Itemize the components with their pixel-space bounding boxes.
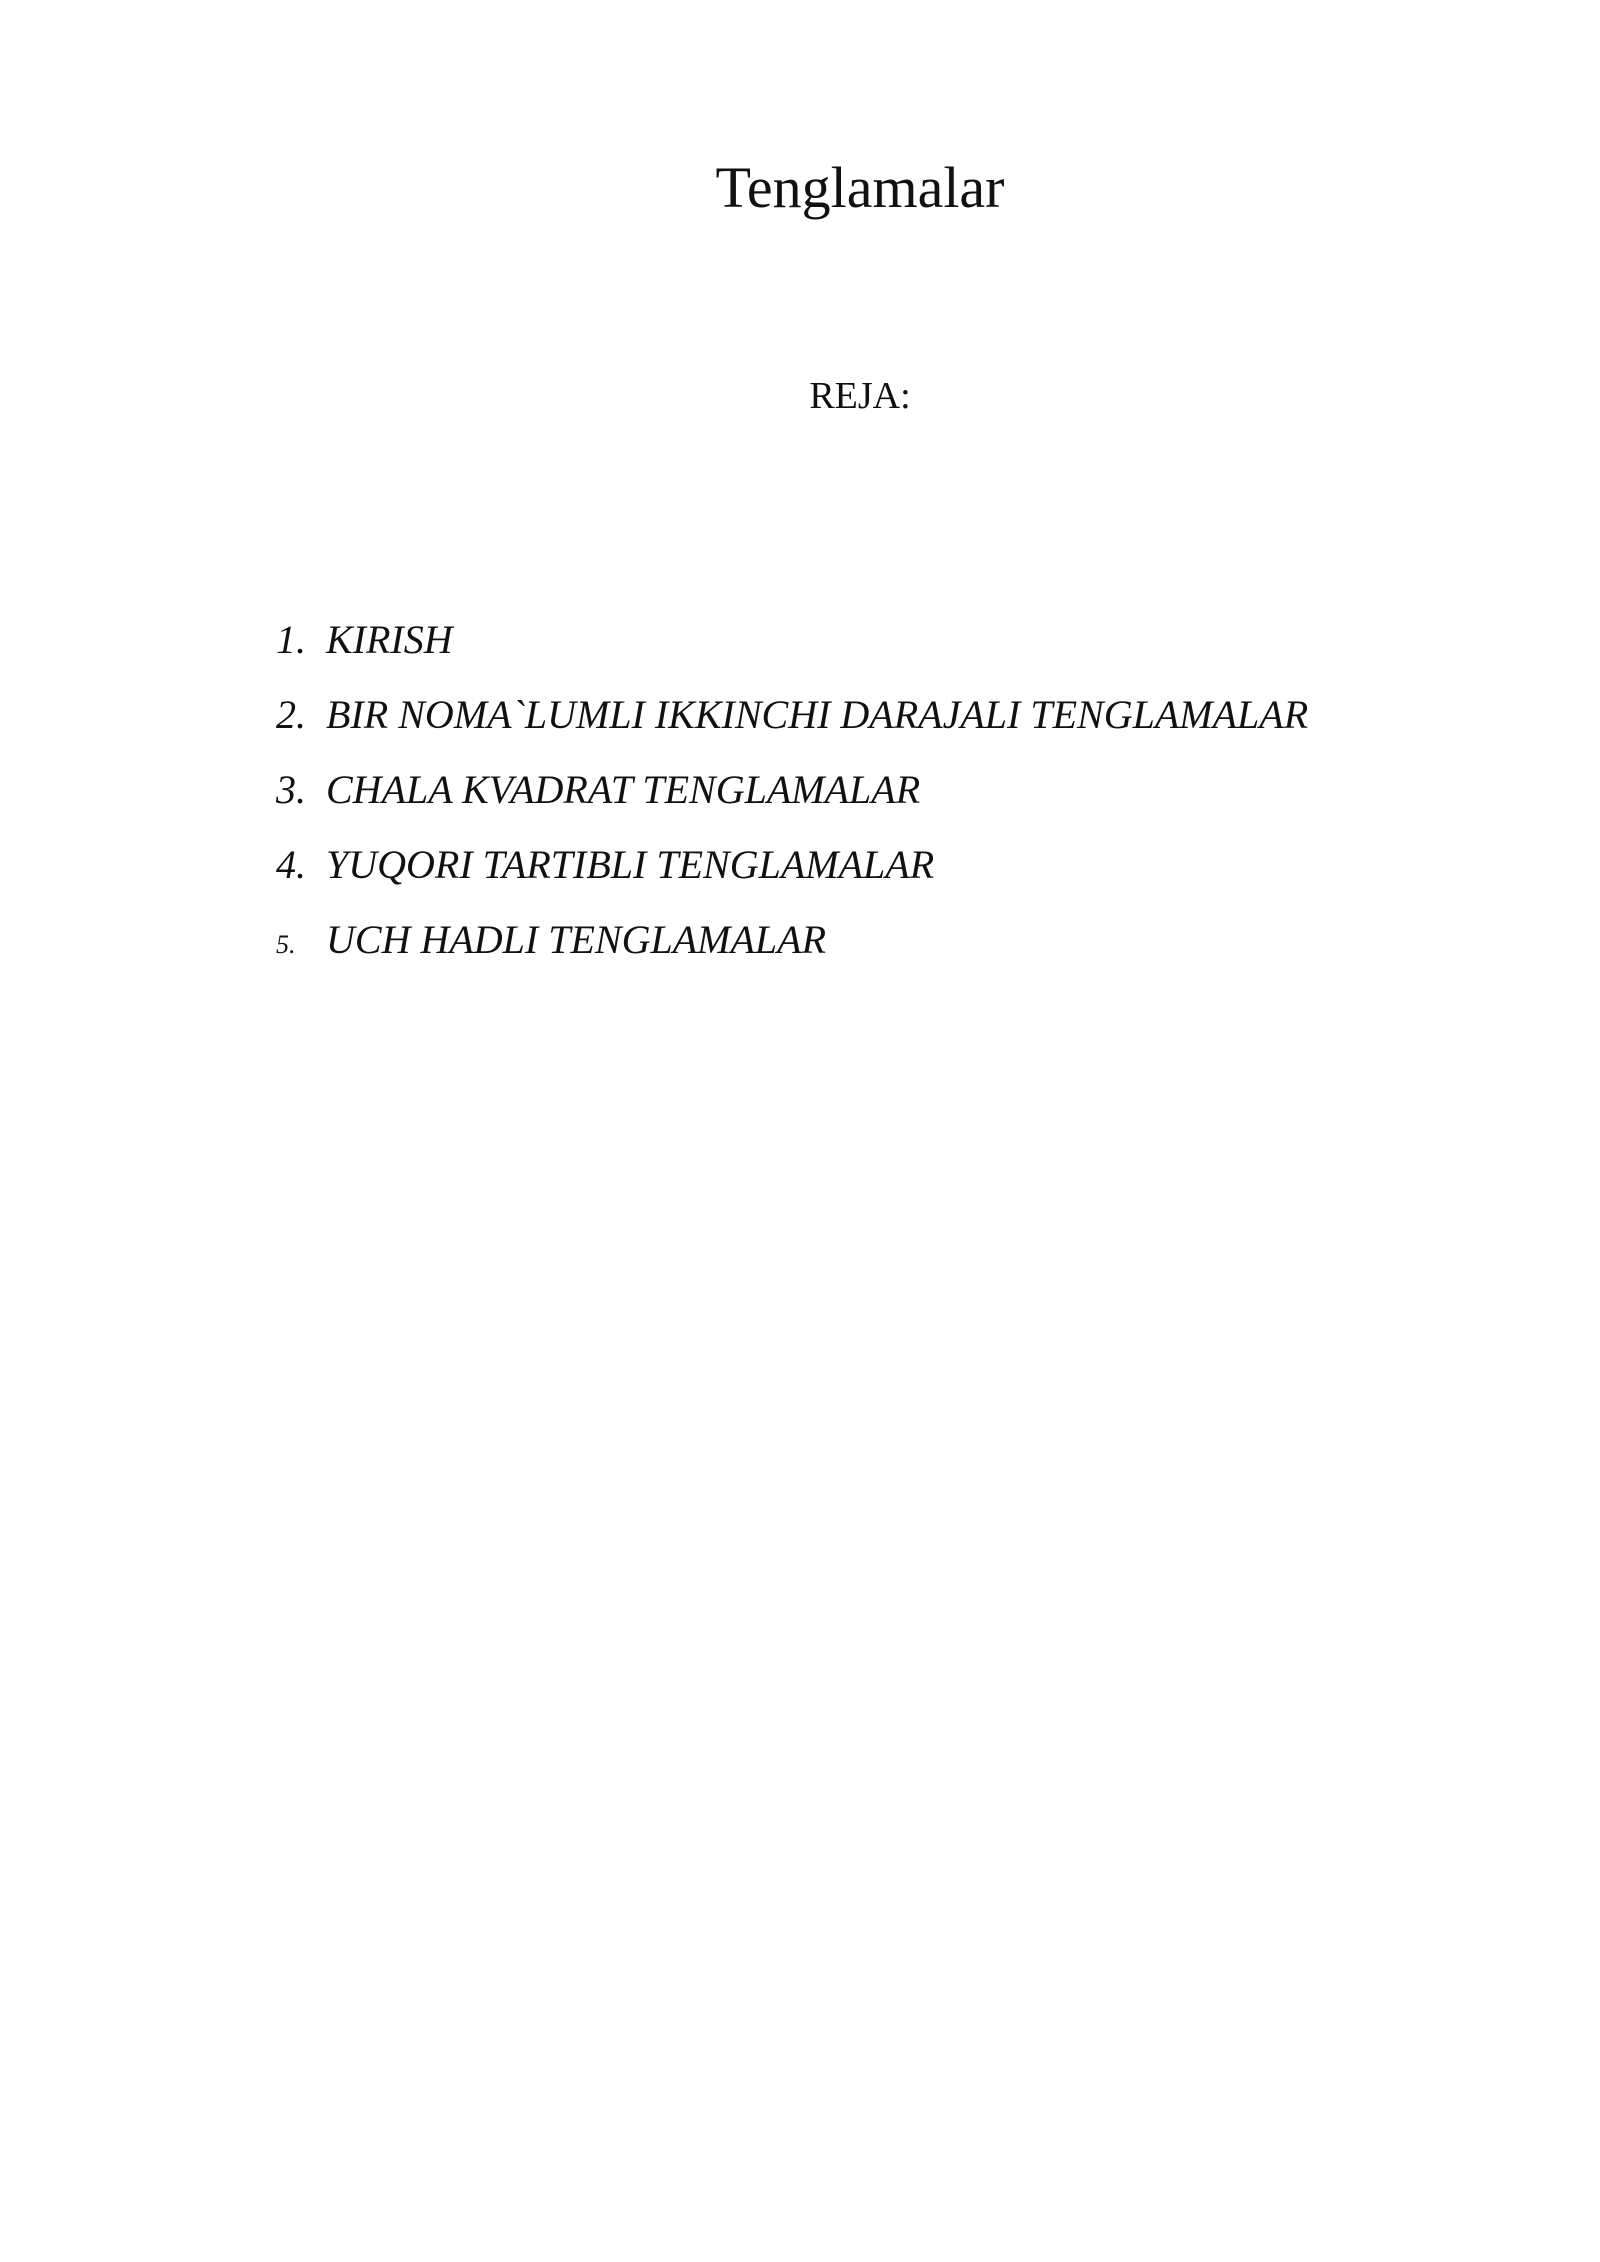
plan-item-number: 4. — [276, 842, 306, 887]
document-title: Tenglamalar — [715, 155, 1005, 220]
plan-item-number: 2. — [276, 692, 306, 737]
plan-item-5 — [276, 912, 1476, 987]
plan-item-number: 5. — [276, 930, 296, 959]
plan-item-3 — [276, 762, 1476, 837]
plan-item-2 — [276, 687, 1476, 762]
plan-heading: REJA: — [809, 375, 911, 417]
plan-list — [276, 612, 1476, 987]
plan-item-text: BIR NOMA`LUMLI IKKINCHI DARAJALI TENGLAMALAR — [326, 692, 1309, 737]
plan-item-4 — [276, 837, 1476, 912]
plan-item-1 — [276, 612, 1476, 687]
plan-item-number: 3. — [276, 767, 306, 812]
plan-item-text: KIRISH — [326, 617, 453, 662]
plan-item-text: YUQORI TARTIBLI TENGLAMALAR — [326, 842, 935, 887]
plan-item-text: UCH HADLI TENGLAMALAR — [326, 917, 827, 962]
plan-item-text: CHALA KVADRAT TENGLAMALAR — [326, 767, 921, 812]
plan-item-number: 1. — [276, 617, 306, 662]
